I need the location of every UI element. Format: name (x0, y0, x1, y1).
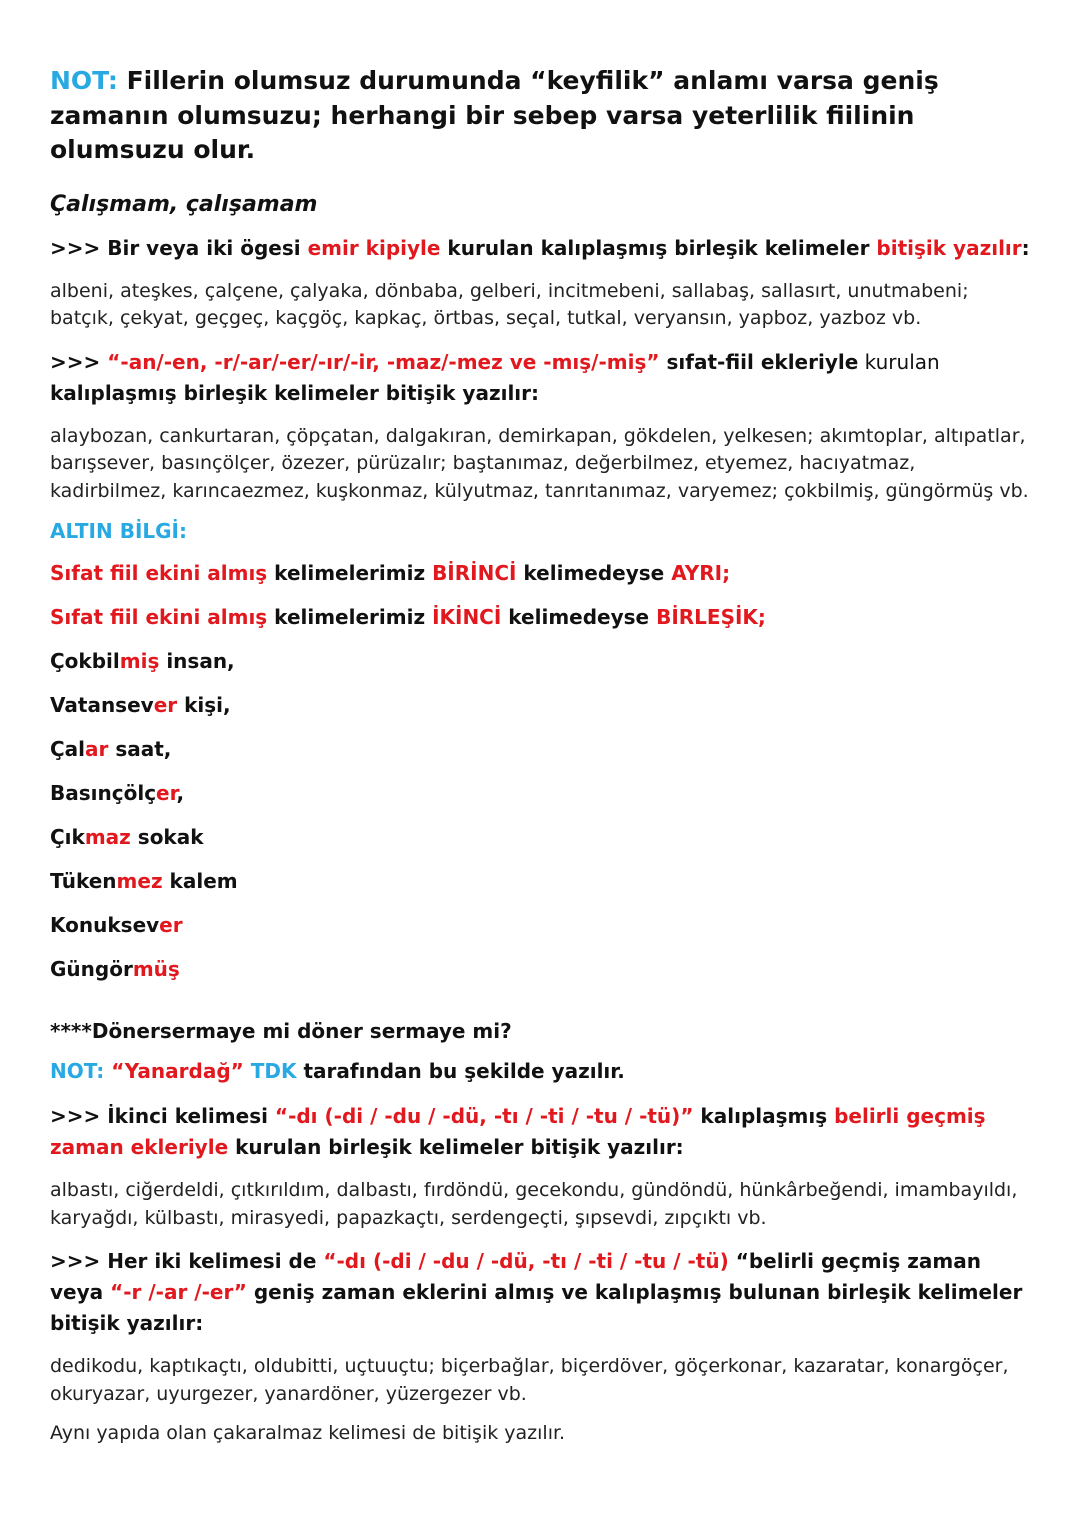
rule-past-b: “-dı (-di / -du / -dü, -tı / -ti / -tu / -tü)” (274, 1104, 694, 1129)
example-suffix: miş (119, 649, 160, 674)
example-word (50, 691, 1032, 719)
example-suffix: maz (84, 825, 131, 850)
example-word (50, 867, 1032, 895)
rule-both-b: “-dı (-di / -du / -dü, -tı / -ti / -tu / -tü) (323, 1249, 736, 1274)
example-pre: Vatansev (50, 693, 154, 718)
word-list-imperative: albeni, ateşkes, çalçene, çalyaka, dönbaba, gelberi, incitmebeni, sallabaş, sallasırt, unutmabeni; batçık, çekyat, geçgeç, kaçgöç, kapkaç, örtbas, seçal, tutkal, veryansın, yapboz, yazboz vb. (50, 279, 969, 330)
rule-both-heading (50, 1246, 1032, 1339)
rule-past-c: kalıplaşmış (693, 1104, 835, 1129)
word-list-both: dedikodu, kaptıkaçtı, oldubitti, uçtuuçtu; biçerbağlar, biçerdöver, göçerkonar, kazaratar, konargöçer, okuryazar, uyurgezer, yanardöner, yüzergezer vb. (50, 1355, 1009, 1405)
example-post: sokak (130, 825, 204, 850)
rule-second-d: kelimedeyse (501, 605, 657, 630)
rule-past-heading (50, 1101, 1032, 1163)
example-word (50, 647, 1032, 675)
rule-participle-c: sıfat-fiil ekleriyle (659, 349, 859, 374)
note-yanardag-label: NOT: (50, 1059, 105, 1084)
example-suffix: mez (116, 869, 163, 894)
rule-past-d: belirli geçmiş zaman ekleriyle (50, 1104, 986, 1160)
rule-first-e: AYRI; (671, 561, 731, 586)
note-yanardag (50, 1057, 1032, 1085)
rule-imperative-b: emir kipiyle (307, 235, 441, 260)
example-word (50, 779, 1032, 807)
example-post: saat, (108, 737, 172, 762)
rule-second-word (50, 603, 1032, 631)
rule-both-a: >>> Her iki kelimesi de (50, 1249, 324, 1274)
rule-participle-b: “-an/-en, -r/-ar/-er/-ır/-ir, -maz/-mez ve -mış/-miş” (107, 349, 660, 374)
example-suffix: er (153, 693, 178, 718)
rule-first-b: kelimelerimiz (267, 561, 433, 586)
rule-second-e: BİRLEŞİK; (656, 605, 766, 630)
example-calismam: Çalışmam, çalışamam (50, 191, 318, 217)
example-pre: Konuksev (50, 913, 160, 938)
note-label: NOT: (50, 66, 118, 95)
word-list-participle: alaybozan, cankurtaran, çöpçatan, dalgakıran, demirkapan, gökdelen, yelkesen; akımtoplar, altıpatlar, barışsever, basınçölçer, özezer, pürüzalır; baştanımaz, değerbilmez, etyemez, hacıyatmaz, kadirbilmez, karıncaezmez, kuşkonmaz, külyutmaz, tanrıtanımaz, varyemez; çokbilmiş, güngörmüş vb. (50, 424, 1029, 502)
example-post: insan, (159, 649, 235, 674)
example-suffix: müş (132, 957, 180, 982)
rule-past-e: kurulan birleşik kelimeler bitişik yazılır: (228, 1135, 684, 1160)
rule-first-a: Sıfat fiil ekini almış (50, 561, 268, 586)
rule-second-c: İKİNCİ (432, 605, 502, 630)
rule-second-a: Sıfat fiil ekini almış (50, 605, 268, 630)
example-pre: Çal (50, 737, 86, 762)
rule-imperative-heading (50, 233, 1032, 264)
example-word (50, 823, 1032, 851)
example-pre: Basınçölç (50, 781, 157, 806)
example-suffix: ar (85, 737, 109, 762)
rule-imperative-a: >>> Bir veya iki ögesi (50, 235, 308, 260)
example-pre: Çokbil (50, 649, 120, 674)
rule-first-c: BİRİNCİ (432, 561, 517, 586)
donersermaye-question: ****Dönersermaye mi döner sermaye mi? (50, 1019, 512, 1044)
rule-participle-a: >>> (50, 349, 108, 374)
example-post: , (176, 781, 185, 806)
example-pre: Güngör (50, 957, 133, 982)
closing-note: Aynı yapıda olan çakaralmaz kelimesi de bitişik yazılır. (50, 1422, 566, 1445)
rule-second-b: kelimelerimiz (267, 605, 433, 630)
example-suffix: er (156, 781, 177, 806)
rule-both-d: “-r /-ar /-er” (110, 1280, 247, 1305)
rule-past-a: >>> İkinci kelimesi (50, 1104, 275, 1129)
note-yanardag-tdk: TDK (243, 1059, 297, 1084)
example-pre: Çık (50, 825, 85, 850)
rule-participle-d: kurulan (858, 349, 940, 374)
example-post: kişi, (177, 693, 231, 718)
rule-imperative-c: kurulan kalıplaşmış birleşik kelimeler (440, 235, 877, 260)
example-word (50, 735, 1032, 763)
example-word (50, 955, 1032, 983)
rule-first-word (50, 559, 1032, 587)
note-text: Fillerin olumsuz durumunda “keyfilik” anlamı varsa geniş zamanın olumsuzu; herhangi bir sebep varsa yeterlilik fiilinin olumsuzu olur. (50, 66, 939, 164)
note-yanardag-text: tarafından bu şekilde yazılır. (296, 1059, 625, 1084)
rule-both-e: geniş zaman eklerini almış ve kalıplaşmış bulunan birleşik kelimeler bitişik yazılır: (50, 1280, 1023, 1336)
note-yanardag-word: “Yanardağ” (104, 1059, 244, 1084)
note-top (50, 64, 1032, 168)
rule-imperative-d: bitişik yazılır (876, 235, 1022, 260)
rule-participle-heading (50, 347, 1032, 409)
word-list-past: albastı, ciğerdeldi, çıtkırıldım, dalbastı, fırdöndü, gecekondu, gündöndü, hünkârbeğendi, imambayıldı, karyağdı, külbastı, mirasyedi, papazkaçtı, serdengeçti, şıpsevdi, zıpçıktı vb. (50, 1179, 1018, 1229)
example-word (50, 911, 1032, 939)
golden-info-heading: ALTIN BİLGİ: (50, 519, 187, 544)
rule-participle-e: kalıplaşmış birleşik kelimeler bitişik yazılır: (50, 380, 540, 405)
rule-imperative-e: : (1021, 235, 1030, 260)
example-post: kalem (162, 869, 238, 894)
rule-first-d: kelimedeyse (516, 561, 672, 586)
example-suffix: er (159, 913, 183, 938)
rule-both-c: “belirli geçmiş zaman veya (50, 1249, 982, 1305)
example-pre: Tüken (50, 869, 117, 894)
